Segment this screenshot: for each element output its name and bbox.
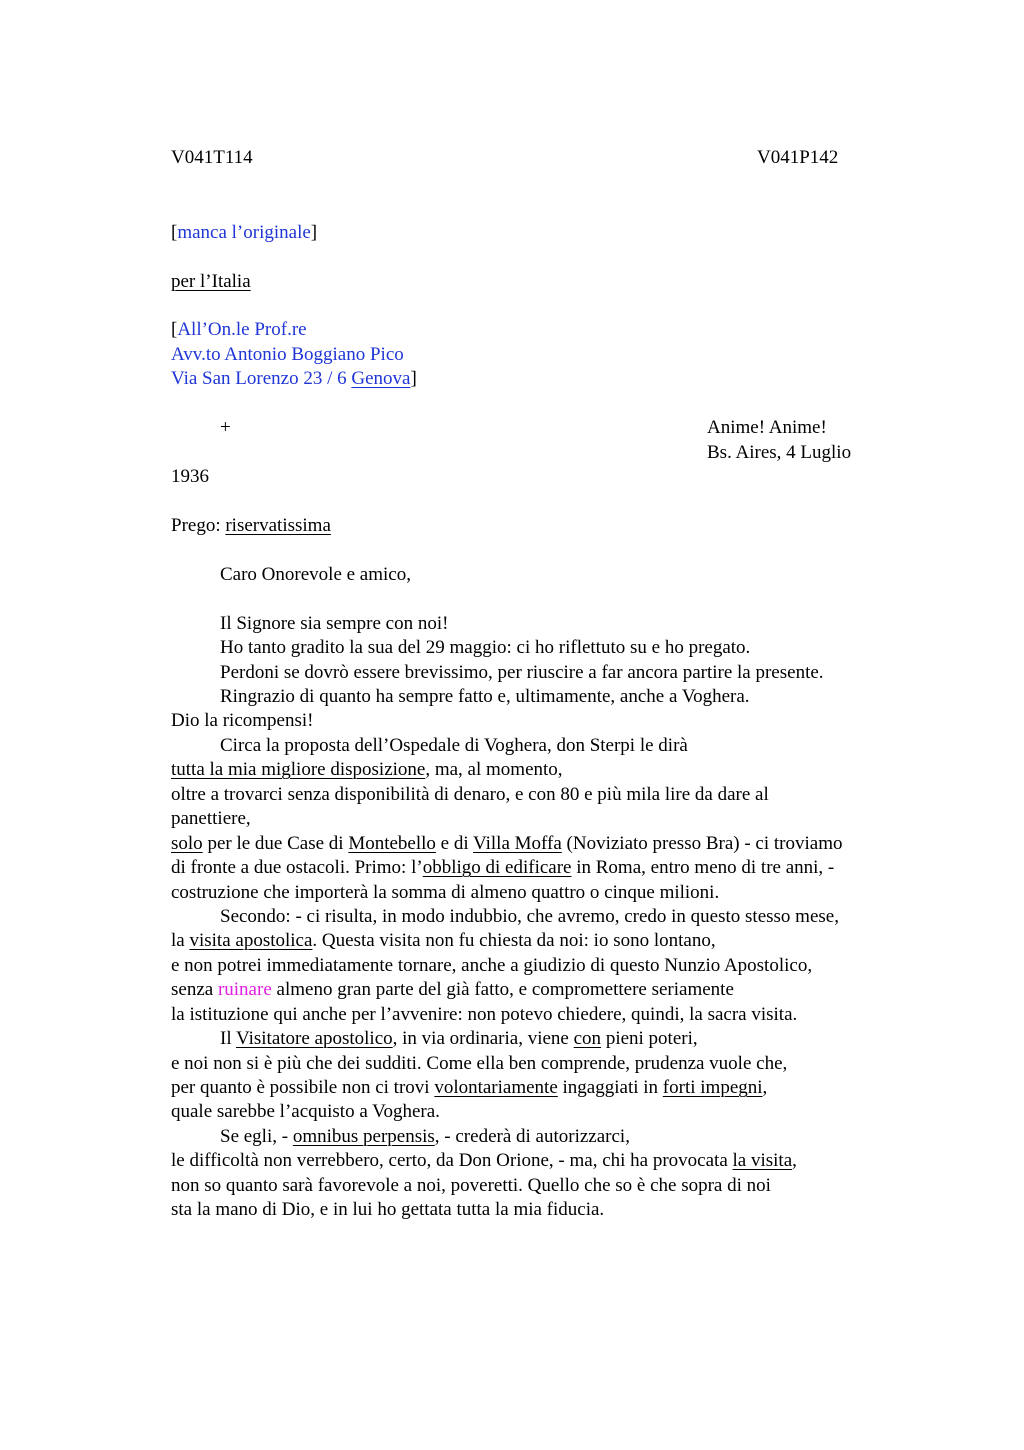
body-line: Perdoni se dovrò essere brevissimo, per riuscire a far ancora partire la presente. (220, 662, 824, 683)
route-line: per l’Italia (171, 271, 251, 292)
body-line: costruzione che importerà la somma di almeno quattro o cinque milioni. (171, 882, 720, 903)
address-street: Via San Lorenzo 23 / 6 (171, 368, 352, 389)
body-line (171, 978, 734, 1002)
body-line: la istituzione qui anche per l’avvenire: non potevo chiedere, quindi, la sacra visita. (171, 1004, 798, 1025)
address-recipient: All’On.le Prof.re (177, 319, 307, 340)
underlined-phrase: Villa Moffa (473, 833, 562, 854)
body-text: almeno gran parte del già fatto, e compromettere seriamente (271, 979, 734, 1000)
cross-mark: + (220, 417, 231, 438)
motto: Anime! Anime! (707, 417, 827, 438)
body-text: la (171, 930, 190, 951)
highlighted-word: ruinare (217, 979, 272, 1000)
underlined-phrase: visita apostolica (189, 930, 313, 951)
left-code: V041T114 (171, 147, 253, 168)
address-bracket-open: [ (171, 319, 178, 340)
address-city: Genova (351, 368, 411, 389)
underlined-phrase: la visita (732, 1150, 793, 1171)
body-line: Dio la ricompensi! (171, 710, 314, 731)
body-line (171, 856, 834, 880)
body-line (171, 929, 716, 953)
body-text: le difficoltà non verrebbero, certo, da Don Orione, - ma, chi ha provocata (171, 1150, 733, 1171)
prego-line (171, 514, 331, 538)
body-text: per quanto è possibile non ci trovi (171, 1077, 435, 1098)
underlined-phrase: tutta la mia migliore disposizione (171, 759, 426, 780)
body-line (220, 1027, 698, 1051)
body-text: , ma, al momento, (425, 759, 563, 780)
body-text: di fronte a due ostacoli. Primo: l’ (171, 857, 423, 878)
body-line (171, 832, 843, 856)
place-date: Bs. Aires, 4 Luglio (707, 442, 852, 463)
body-text: ingaggiati in (557, 1077, 663, 1098)
body-text: . Questa visita non fu chiesta da noi: io sono lontano, (312, 930, 716, 951)
body-line: non so quanto sarà favorevole a noi, poveretti. Quello che so è che sopra di noi (171, 1175, 771, 1196)
address-bracket-close: ] (410, 368, 417, 389)
bracket-close: ] (310, 222, 318, 243)
body-line: e non potrei immediatamente tornare, anche a giudizio di questo Nunzio Apostolico, (171, 955, 813, 976)
body-line (171, 758, 563, 782)
body-text: per le due Case di (202, 833, 349, 854)
underlined-phrase: obbligo di edificare (422, 857, 572, 878)
address-line-2: Avv.to Antonio Boggiano Pico (171, 344, 404, 365)
underlined-phrase: forti impegni (662, 1077, 763, 1098)
body-line: oltre a trovarci senza disponibilità di denaro, e con 80 e più mila lire da dare al (171, 784, 769, 805)
body-line (171, 1076, 767, 1100)
salutation: Caro Onorevole e amico, (220, 564, 411, 585)
body-line: Ringrazio di quanto ha sempre fatto e, ultimamente, anche a Voghera. (220, 686, 750, 707)
body-line (220, 1125, 630, 1149)
body-text: , (792, 1150, 797, 1171)
body-line: sta la mano di Dio, e in lui ho gettata tutta la mia fiducia. (171, 1199, 605, 1220)
underlined-phrase: con (573, 1028, 602, 1049)
body-line: Ho tanto gradito la sua del 29 maggio: ci ho riflettuto su e ho pregato. (220, 637, 751, 658)
body-line: Circa la proposta dell’Ospedale di Voghera, don Sterpi le dirà (220, 735, 688, 756)
note-text: manca l’originale (177, 222, 311, 243)
body-line: Il Signore sia sempre con noi! (220, 613, 449, 634)
underlined-phrase: solo (171, 833, 203, 854)
missing-original-note (171, 221, 317, 245)
address-line-3 (171, 367, 417, 391)
body-line (171, 1149, 797, 1173)
body-line: quale sarebbe l’acquisto a Voghera. (171, 1101, 440, 1122)
prego-value: riservatissima (225, 515, 331, 536)
underlined-phrase: Montebello (348, 833, 436, 854)
body-text: (Noviziato presso Bra) - ci troviamo (561, 833, 843, 854)
body-text: , (762, 1077, 768, 1098)
body-text: senza (171, 979, 218, 1000)
body-line: panettiere, (171, 808, 251, 829)
year: 1936 (171, 466, 209, 487)
body-text: Se egli, - (220, 1126, 293, 1147)
body-text: pieni poteri, (601, 1028, 698, 1049)
body-text: , in via ordinaria, viene (392, 1028, 574, 1049)
underlined-phrase: volontariamente (434, 1077, 558, 1098)
body-text: in Roma, entro meno di tre anni, - (571, 857, 835, 878)
underlined-phrase: omnibus perpensis (292, 1126, 435, 1147)
body-text: e di (435, 833, 474, 854)
body-line: e noi non si è più che dei sudditi. Come ella ben comprende, prudenza vuole che, (171, 1053, 788, 1074)
underlined-phrase: Visitatore apostolico (236, 1028, 393, 1049)
body-text: Il (220, 1028, 237, 1049)
right-code: V041P142 (757, 147, 839, 168)
body-line: Secondo: - ci risulta, in modo indubbio, che avremo, credo in questo stesso mese, (220, 906, 839, 927)
prego-label: Prego: (171, 515, 226, 536)
body-text: , - crederà di autorizzarci, (434, 1126, 630, 1147)
address-line-1 (171, 318, 307, 342)
bracket-open: [ (171, 222, 178, 243)
